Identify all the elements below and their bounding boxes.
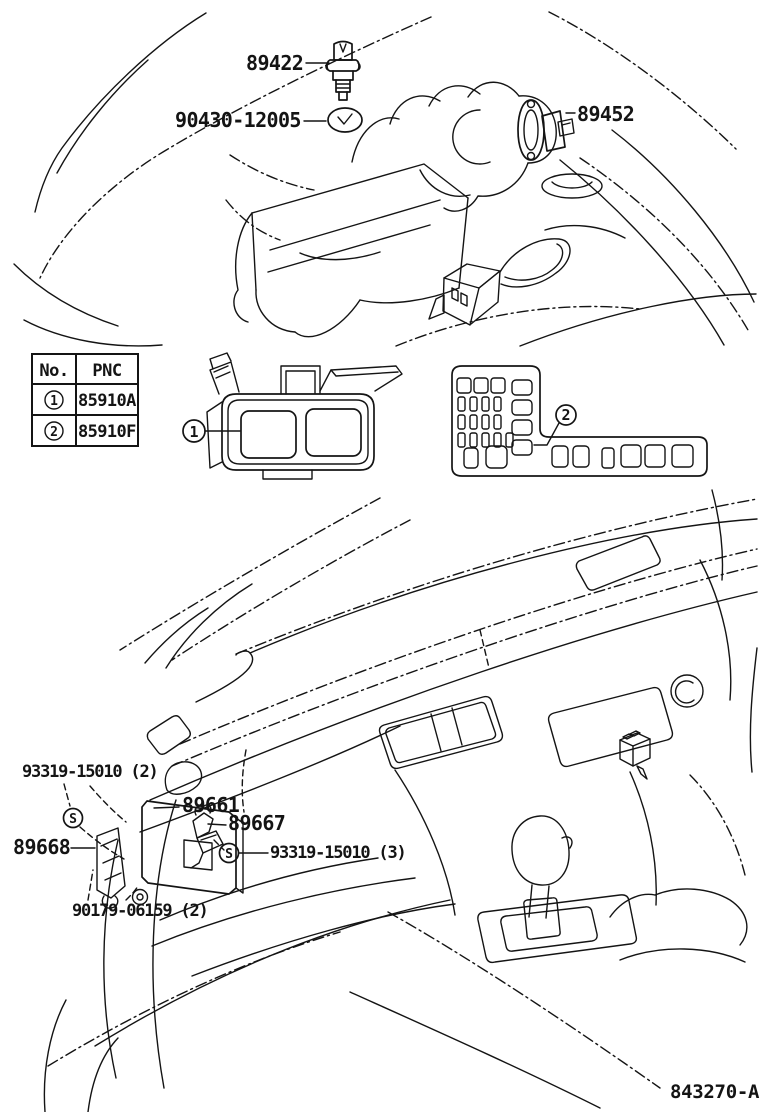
sensor-89422-drawing: [326, 42, 360, 101]
row2-number: 2: [50, 425, 58, 440]
callout-1: [183, 420, 240, 442]
part-label-89668: 89668: [13, 835, 71, 859]
callout-1-number: 1: [189, 423, 199, 441]
engine-bay-view: [14, 12, 756, 346]
part-label-93319-15010-3: 93319-15010 (3): [270, 843, 406, 863]
screw-symbol-letter: S: [69, 812, 77, 827]
fuse-box-detail: [452, 366, 707, 476]
leader-89667: [208, 824, 226, 825]
sensor-89452-drawing: [518, 100, 574, 160]
dash-connector-drawing: [620, 731, 650, 779]
table-header-pnc: PNC: [92, 361, 122, 381]
label-89452: [566, 102, 634, 126]
callout-2-number: 2: [561, 406, 571, 424]
cover-window-left: [241, 411, 296, 458]
part-label-93319-15010-2: 93319-15010 (2): [22, 762, 158, 782]
callout-2-leader: [534, 423, 559, 445]
fuse-cells: [457, 378, 693, 468]
part-label-90430-12005: 90430-12005: [175, 108, 301, 132]
part-label-90179-06159-2: 90179-06159 (2): [72, 901, 208, 921]
row1-pnc: 85910A: [78, 391, 136, 411]
cover-window-right: [306, 409, 361, 456]
screw-symbol-letter: S: [225, 847, 233, 862]
screw-symbol-left: [64, 809, 83, 828]
bracket-89668: [97, 828, 125, 898]
leader-89661: [154, 807, 179, 808]
part-label-89667: 89667: [228, 811, 286, 835]
table-header-no: No.: [39, 361, 69, 381]
dashboard-features: [147, 536, 747, 962]
part-label-89452: 89452: [577, 102, 635, 126]
washer-90430-drawing: [328, 108, 362, 132]
parts-table: [32, 354, 138, 446]
row2-pnc: 85910F: [78, 422, 136, 442]
part-label-89661: 89661: [182, 793, 240, 817]
table-row: [45, 391, 136, 411]
table-row: [45, 422, 136, 442]
shift-lever-drawing: [478, 816, 637, 962]
relay-cover-detail: [183, 353, 402, 479]
part-label-89422: 89422: [246, 51, 304, 75]
label-90430-12005: [175, 108, 326, 132]
engine-bay-body-lines: [14, 12, 756, 346]
label-89422: [246, 51, 329, 75]
dashboard-labels: [13, 762, 406, 921]
row1-number: 1: [50, 394, 58, 409]
dashboard-view: [13, 490, 757, 1112]
engine-relay-box: [429, 239, 570, 325]
screw-symbol-right: [220, 844, 269, 863]
figure-code: 843270-A: [670, 1081, 760, 1103]
